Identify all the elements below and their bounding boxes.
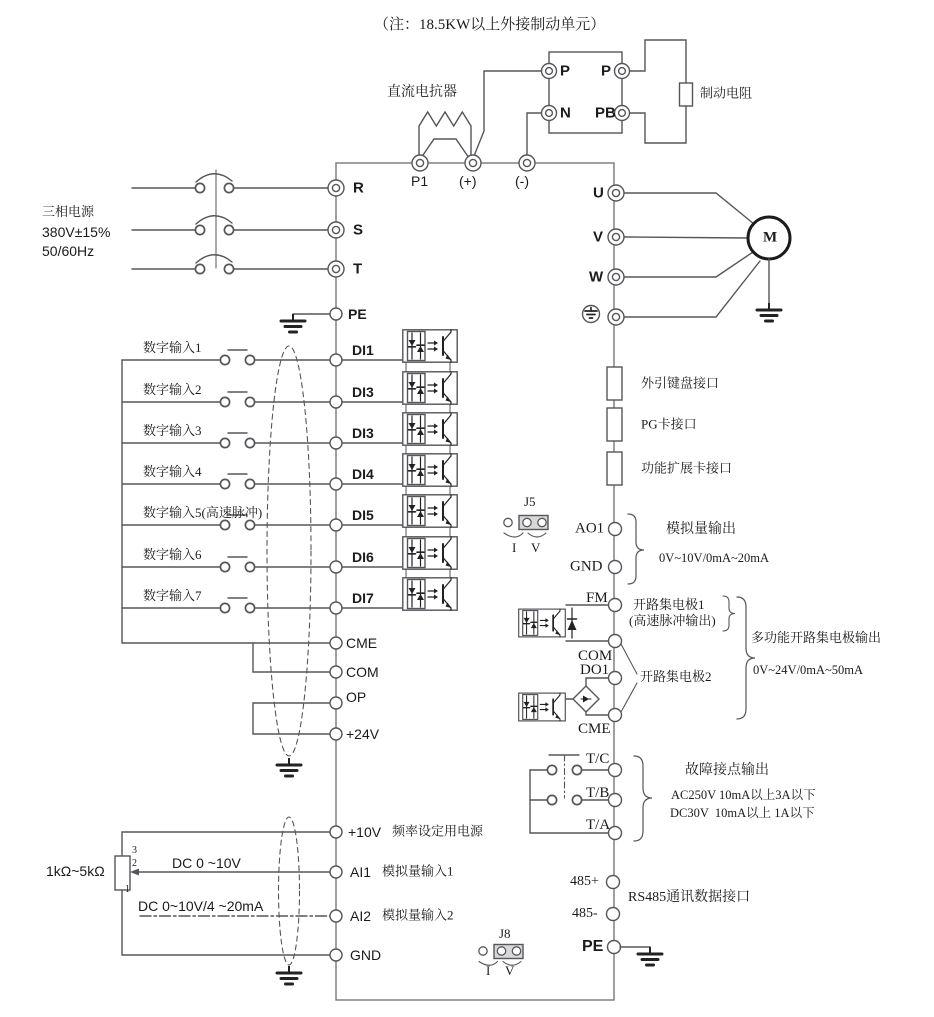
terminal-ao1: AO1 <box>575 520 605 537</box>
j8-i-label: I <box>486 963 491 978</box>
iface-keypad-label: 外引键盘接口 <box>641 375 720 391</box>
comm-terminals <box>607 876 663 966</box>
motor-wiring <box>608 185 760 325</box>
terminal-485p: 485+ <box>570 873 599 889</box>
di-label-4: 数字输入4 <box>143 464 202 479</box>
label-ai1-desc: 模拟量输入1 <box>382 863 454 879</box>
brake-unit-p-right: P <box>601 62 612 80</box>
dc-reactor-label: 直流电抗器 <box>387 85 457 100</box>
terminal-com-right: COM <box>578 648 613 664</box>
ai2-signal-label: DC 0~10V/4 ~20mA <box>138 898 264 914</box>
terminal-di4: DI4 <box>352 466 374 482</box>
j8-v-label: V <box>505 963 515 978</box>
pot-label: 1kΩ~5kΩ <box>46 862 105 879</box>
oc2-label: 开路集电极2 <box>640 669 712 684</box>
terminal-di2: DI3 <box>352 384 374 400</box>
terminal-op: OP <box>346 688 367 705</box>
relay-title: 故障接点输出 <box>685 763 769 778</box>
terminal-485n: 485- <box>572 905 598 921</box>
pot-pin1: 1 <box>125 884 130 895</box>
terminal-r: R <box>353 179 364 197</box>
pot-pin2: 2 <box>132 858 137 869</box>
relay-spec2: DC30V 10mA以上 1A以下 <box>670 806 815 820</box>
analog-input-wiring <box>115 826 342 961</box>
pe-terminal-ground <box>281 308 342 332</box>
terminal-pe-right: PE <box>582 937 604 955</box>
phase-input-wiring <box>132 170 344 277</box>
di-label-7: 数字输入7 <box>143 588 202 603</box>
motor-m-label: M <box>763 229 778 246</box>
terminal-24v: +24V <box>346 725 380 742</box>
pot-pin3: 3 <box>132 845 137 856</box>
analog-output-range: 0V~10V/0mA~20mA <box>659 550 770 565</box>
terminal-pe-left: PE <box>348 305 367 322</box>
terminal-com: COM <box>346 663 379 680</box>
terminal-u: U <box>593 184 604 202</box>
terminal-ai1: AI1 <box>350 863 372 880</box>
rs485-label: RS485通讯数据接口 <box>628 889 751 905</box>
terminal-tc: T/C <box>586 751 610 767</box>
terminal-di6: DI6 <box>352 549 374 565</box>
di-label-2: 数字输入2 <box>143 382 202 397</box>
terminal-di3: DI3 <box>352 425 374 441</box>
terminal-ta: T/A <box>586 817 611 833</box>
brake-unit-pb: PB <box>595 104 616 122</box>
ground-terminal-icon <box>583 306 600 323</box>
terminal-di5: DI5 <box>352 507 374 523</box>
di-label-6: 数字输入6 <box>143 547 202 562</box>
terminal-v: V <box>593 228 604 246</box>
interface-connectors <box>607 367 622 485</box>
j5-jumper <box>504 516 548 538</box>
oc-range-label: 0V~24V/0mA~50mA <box>753 663 864 677</box>
j5-label: J5 <box>524 494 536 509</box>
oc1-sub-label: (高速脉冲输出) <box>629 613 716 628</box>
terminal-cme-right: CME <box>578 721 611 737</box>
label-ai2-desc: 模拟量输入2 <box>382 907 454 923</box>
oc1-label: 开路集电极1 <box>633 597 705 612</box>
analog-output-label: 模拟量输出 <box>666 521 736 537</box>
brake-unit-n: N <box>560 104 571 122</box>
oc-group-label: 多功能开路集电极输出 <box>751 630 882 645</box>
terminal-s: S <box>353 221 364 239</box>
terminal-cme: CME <box>346 634 378 651</box>
terminal-gnd-left: GND <box>350 946 382 963</box>
j5-v-label: V <box>531 540 541 555</box>
terminal-di7: DI7 <box>352 590 374 606</box>
brake-unit-p-left: P <box>560 62 571 80</box>
terminal-p1: P1 <box>411 173 429 189</box>
terminal-gnd-right: GND <box>570 558 603 575</box>
terminal-10v: +10V <box>348 823 382 840</box>
terminal-di1: DI1 <box>352 342 374 358</box>
terminal-w: W <box>589 268 604 286</box>
power-label-line3: 50/60Hz <box>42 243 95 259</box>
brake-resistor-symbol <box>630 40 693 143</box>
iface-pg-label: PG卡接口 <box>641 416 697 432</box>
terminal-plus: (+) <box>459 173 477 189</box>
ai1-signal-label: DC 0 ~10V <box>172 855 241 871</box>
dc-reactor-symbol <box>419 112 471 158</box>
shield-cable-upper <box>267 346 311 776</box>
di-label-3: 数字输入3 <box>143 423 202 438</box>
terminal-ai2: AI2 <box>350 907 372 924</box>
terminal-t: T <box>353 260 363 278</box>
power-label-line1: 三相电源 <box>42 204 95 219</box>
terminal-do1: DO1 <box>580 662 610 678</box>
label-10v-desc: 频率设定用电源 <box>392 823 484 839</box>
j5-i-label: I <box>512 540 517 555</box>
relay-spec1: AC250V 10mA以上3A以下 <box>671 788 816 802</box>
di-label-1: 数字输入1 <box>143 340 202 355</box>
brake-resistor-label: 制动电阻 <box>700 85 753 101</box>
di-label-5: 数字输入5(高速脉冲) <box>143 505 263 520</box>
terminal-minus: (-) <box>515 173 529 189</box>
top-note: （注：18.5KW以上外接制动单元） <box>374 17 606 33</box>
terminal-tb: T/B <box>586 785 610 801</box>
terminal-fm: FM <box>586 590 608 606</box>
shield-cable-lower <box>277 817 301 984</box>
j8-label: J8 <box>499 926 511 941</box>
power-label-line2: 380V±15% <box>42 224 111 240</box>
iface-expand-label: 功能扩展卡接口 <box>641 460 733 476</box>
